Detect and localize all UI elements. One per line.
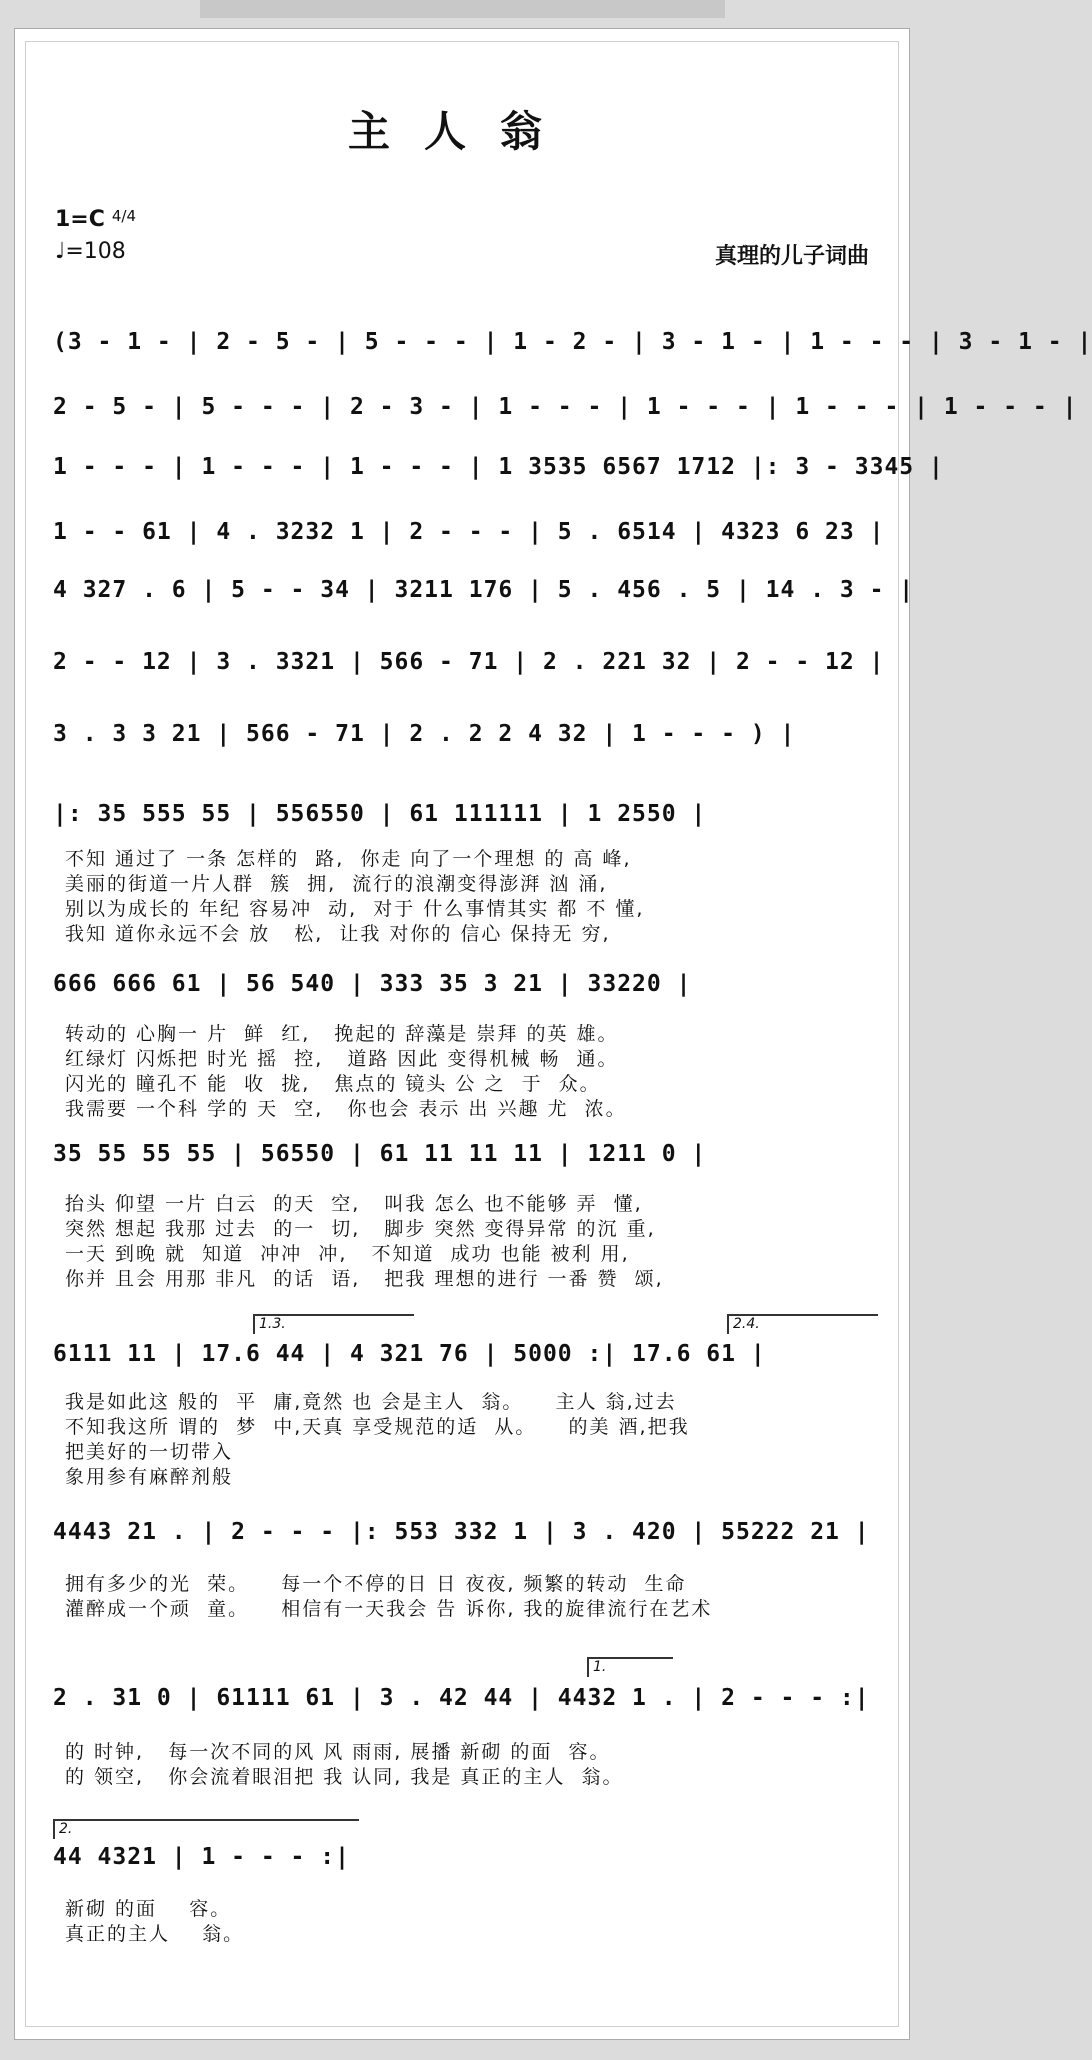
intro-line-2: 2 - 5 - | 5 - - - | 2 - 3 - | 1 - - - | 1 - - - | 1 - - - | 1 - - - |: [53, 394, 1078, 420]
verse-notes-5: 4443 21 . | 2 - - - |: 553 332 1 | 3 . 420 | 55222 21 |: [53, 1519, 870, 1545]
author-credit: 真理的儿子词曲: [714, 244, 869, 269]
lyric-a-3: 别以为成长的 年纪 容易冲 动, 对于 什么事情其实 都 不 懂,: [65, 898, 645, 920]
volta-2-4: 2.4.: [727, 1314, 878, 1334]
intro-line-3: 1 - - - | 1 - - - | 1 - - - | 1 3535 6567 1712 |: 3 - 3345 |: [53, 454, 944, 480]
intro-line-5: 4 327 . 6 | 5 - - 34 | 3211 176 | 5 . 456 . 5 | 14 . 3 - |: [53, 577, 915, 603]
intro-line-7: 3 . 3 3 21 | 566 - 71 | 2 . 2 2 4 32 | 1 - - - ) |: [53, 721, 796, 747]
key-signature: [55, 207, 136, 232]
verse-notes-4: 6111 11 | 17.6 44 | 4 321 76 | 5000 :| 17.6 61 |: [53, 1341, 766, 1367]
top-scroll-bar: [200, 0, 725, 18]
lyric-b-3: 闪光的 瞳孔不 能 收 拢, 焦点的 镜头 公 之 于 众。: [65, 1073, 601, 1095]
lyric-c-2: 突然 想起 我那 过去 的一 切, 脚步 突然 变得异常 的沉 重,: [65, 1218, 656, 1240]
volta-1-3: 1.3.: [253, 1314, 414, 1334]
lyric-d-2: 不知我这所 谓的 梦 中,天真 享受规范的适 从。 的美 酒,把我: [65, 1416, 690, 1438]
lyric-c-1: 抬头 仰望 一片 白云 的天 空, 叫我 怎么 也不能够 弄 懂,: [65, 1193, 643, 1215]
tempo-marking: ♩=108: [55, 239, 126, 264]
lyric-g-2: 真正的主人 翁。: [65, 1923, 245, 1945]
lyric-g-1: 新砌 的面 容。: [65, 1898, 232, 1920]
lyric-b-1: 转动的 心胸一 片 鲜 红, 挽起的 辞藻是 崇拜 的英 雄。: [65, 1023, 619, 1045]
song-title: 主人翁: [347, 107, 576, 156]
verse-notes-3: 35 55 55 55 | 56550 | 61 11 11 11 | 1211 0 |: [53, 1141, 707, 1167]
lyric-a-4: 我知 道你永远不会 放 松, 让我 对你的 信心 保持无 穷,: [65, 923, 611, 945]
lyric-b-2: 红绿灯 闪烁把 时光 摇 控, 道路 因此 变得机械 畅 通。: [65, 1048, 619, 1070]
time-signature: 4/4: [111, 207, 137, 225]
lyric-c-3: 一天 到晚 就 知道 冲冲 冲, 不知道 成功 也能 被利 用,: [65, 1243, 630, 1265]
lyric-b-4: 我需要 一个科 学的 天 空, 你也会 表示 出 兴趣 尤 浓。: [65, 1098, 627, 1120]
volta-2: 2.: [53, 1819, 359, 1839]
key-label: 1=C: [55, 207, 105, 232]
lyric-a-1: 不知 通过了 一条 怎样的 路, 你走 向了一个理想 的 高 峰,: [65, 848, 632, 870]
verse-notes-2: 666 666 61 | 56 540 | 333 35 3 21 | 33220 |: [53, 971, 692, 997]
lyric-f-2: 的 领空, 你会流着眼泪把 我 认同, 我是 真正的主人 翁。: [65, 1766, 624, 1788]
lyric-e-2: 灌醉成一个顽 童。 相信有一天我会 告 诉你, 我的旋律流行在艺术: [65, 1598, 713, 1620]
intro-line-6: 2 - - 12 | 3 . 3321 | 566 - 71 | 2 . 221 32 | 2 - - 12 |: [53, 649, 885, 675]
lyric-d-1: 我是如此这 般的 平 庸,竟然 也 会是主人 翁。 主人 翁,过去: [65, 1391, 677, 1413]
volta-1: 1.: [587, 1657, 673, 1677]
lyric-d-4: 象用参有麻醉剂般: [65, 1466, 234, 1488]
intro-line-4: 1 - - 61 | 4 . 3232 1 | 2 - - - | 5 . 6514 | 4323 6 23 |: [53, 519, 885, 545]
lyric-d-3: 把美好的一切带入: [65, 1441, 234, 1463]
lyric-a-2: 美丽的街道一片人群 簇 拥, 流行的浪潮变得澎湃 汹 涌,: [65, 873, 608, 895]
lyric-c-4: 你并 且会 用那 非凡 的话 语, 把我 理想的进行 一番 赞 颂,: [65, 1268, 664, 1290]
verse-notes-6: 2 . 31 0 | 61111 61 | 3 . 42 44 | 4432 1 . | 2 - - - :|: [53, 1685, 870, 1711]
lyric-e-1: 拥有多少的光 荣。 每一个不停的日 日 夜夜, 频繁的转动 生命: [65, 1573, 687, 1595]
score-sheet: [14, 28, 1092, 2040]
verse-notes-1: |: 35 555 55 | 556550 | 61 111111 | 1 2550 |: [53, 801, 707, 827]
verse-notes-7: 44 4321 | 1 - - - :|: [53, 1844, 350, 1870]
lyric-f-1: 的 时钟, 每一次不同的风 风 雨雨, 展播 新砌 的面 容。: [65, 1741, 611, 1763]
intro-line-1: (3 - 1 - | 2 - 5 - | 5 - - - | 1 - 2 - | 3 - 1 - | 1 - - - | 3 - 1 - |: [53, 329, 1092, 355]
